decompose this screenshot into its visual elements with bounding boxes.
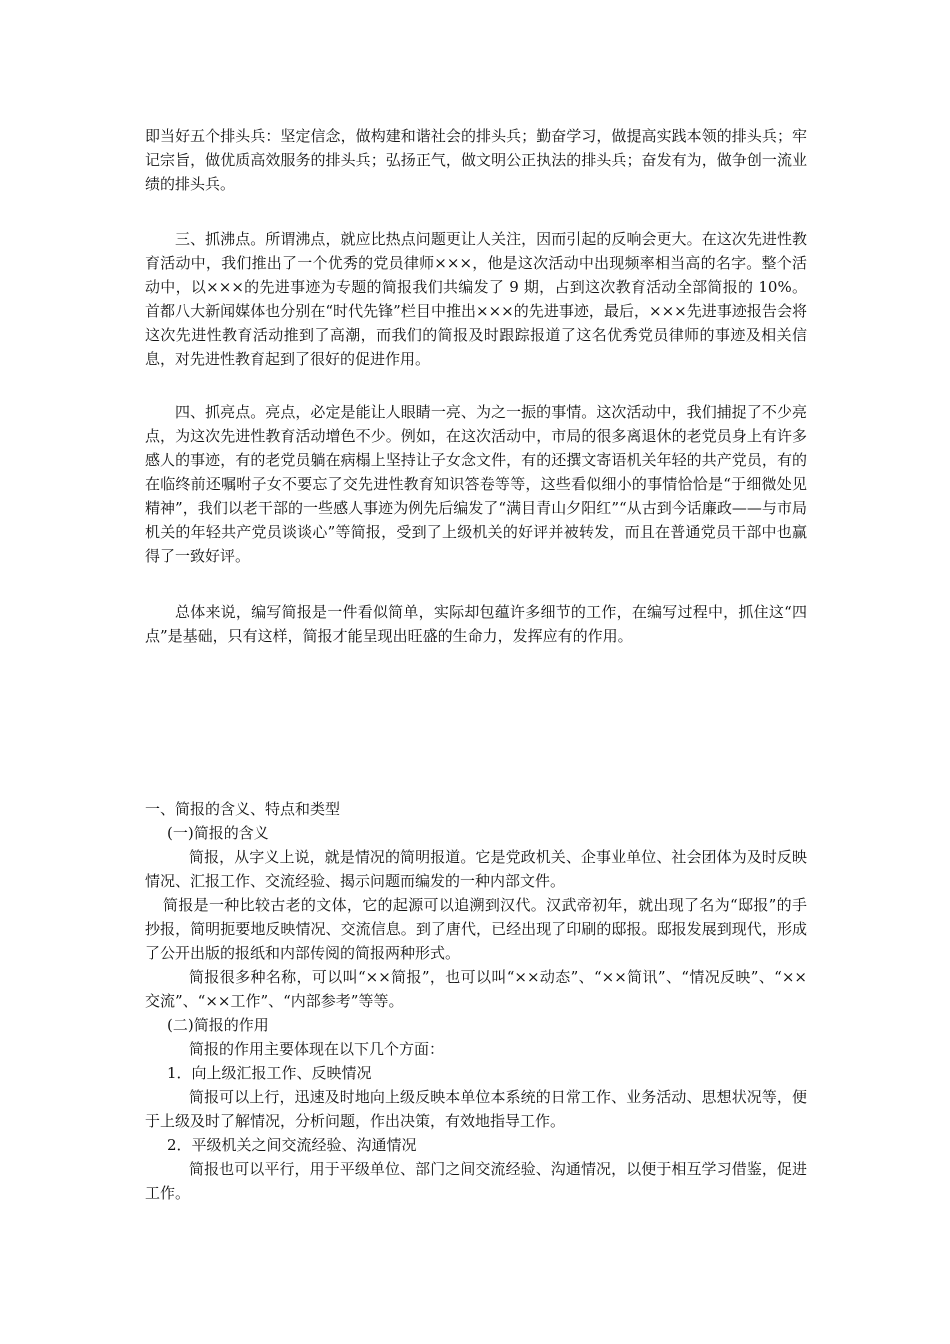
paragraph-boiling-point: 三、抓沸点。所谓沸点，就应比热点问题更让人关注，因而引起的反响会更大。在这次先进性教育活动中，我们推出了一个优秀的党员律师×××，他是这次活动中出现频率相当高的名字。整个活动中，以×××的先进事迹为专题的简报我们共编发了 9 期，占到这次教育活动全部简报的 10%。首都八大新闻媒体也分别在“时代先锋”栏目中推出×××的先进事迹，最后，×××先进事迹报告会将这次先进性教育活动推到了高潮，而我们的简报及时跟踪报道了这名优秀党员律师的事迹及相关信息，对先进性教育起到了很好的促进作用。 — [145, 230, 807, 368]
paragraph-peer-exchange: 简报也可以平行，用于平级单位、部门之间交流经验、沟通情况，以便于相互学习借鉴，促进工作。 — [145, 1160, 807, 1202]
paragraph-highlights: 四、抓亮点。亮点，必定是能让人眼睛一亮、为之一振的事情。这次活动中，我们捕捉了不少亮点，为这次先进性教育活动增色不少。例如，在这次活动中，市局的很多离退休的老党员身上有许多感人的事迹，有的老党员躺在病榻上坚持让子女念文件，有的还撰文寄语机关年轻的共产党员，有的在临终前还嘱咐子女不要忘了交先进性教育知识答卷等等，这些看似细小的事情恰恰是“于细微处见精神”，我们以老干部的一些感人事迹为例先后编发了“满目青山夕阳红”“从古到今话廉政——与市局机关的年轻共产党员谈谈心”等简报，受到了上级机关的好评并被转发，而且在普通党员干部中也赢得了一致好评。 — [145, 403, 807, 565]
document-body-upper — [145, 124, 807, 196]
paragraph-five-vanguards: 即当好五个排头兵：坚定信念，做构建和谐社会的排头兵；勤奋学习，做提高实践本领的排头兵；牢记宗旨，做优质高效服务的排头兵；弘扬正气，做文明公正执法的排头兵；奋发有为，做争创一流业绩的排头兵。 — [145, 127, 807, 193]
item-heading-report-up: 1．向上级汇报工作、反映情况 — [167, 1064, 372, 1082]
paragraph-function-intro: 简报的作用主要体现在以下几个方面： — [189, 1040, 445, 1058]
item-heading-peer-exchange: 2．平级机关之间交流经验、沟通情况 — [167, 1136, 417, 1154]
paragraph-names: 简报很多种名称，可以叫“××简报”，也可以叫“××动态”、“××简讯”、“情况反映”、“××交流”、“××工作”、“内部参考”等等。 — [145, 968, 807, 1010]
paragraph-report-up: 简报可以上行，迅速及时地向上级反映本单位本系统的日常工作、业务活动、思想状况等，便于上级及时了解情况，分析问题，作出决策，有效地指导工作。 — [145, 1088, 807, 1130]
section-boiling-point — [145, 227, 807, 371]
subheading-function: (二)简报的作用 — [167, 1016, 269, 1034]
subheading-meaning: (一)简报的含义 — [167, 824, 269, 842]
paragraph-meaning: 简报，从字义上说，就是情况的简明报道。它是党政机关、企事业单位、社会团体为及时反映情况、汇报工作、交流经验、揭示问题而编发的一种内部文件。 — [145, 848, 807, 890]
paragraph-origin: 简报是一种比较古老的文体，它的起源可以追溯到汉代。汉武帝初年，就出现了名为“邸报”的手抄报，简明扼要地反映情况、交流信息。到了唐代，已经出现了印刷的邸报。邸报发展到现代，形成了公开出版的报纸和内部传阅的简报两种形式。 — [145, 896, 807, 962]
section-summary — [145, 600, 807, 648]
paragraph-summary: 总体来说，编写简报是一件看似简单，实际却包蕴许多细节的工作，在编写过程中，抓住这“四点”是基础，只有这样，简报才能呈现出旺盛的生命力，发挥应有的作用。 — [145, 603, 807, 645]
section-heading-definition: 一、简报的含义、特点和类型 — [145, 800, 341, 818]
section-highlights — [145, 400, 807, 568]
document-body-lower — [145, 797, 807, 1205]
